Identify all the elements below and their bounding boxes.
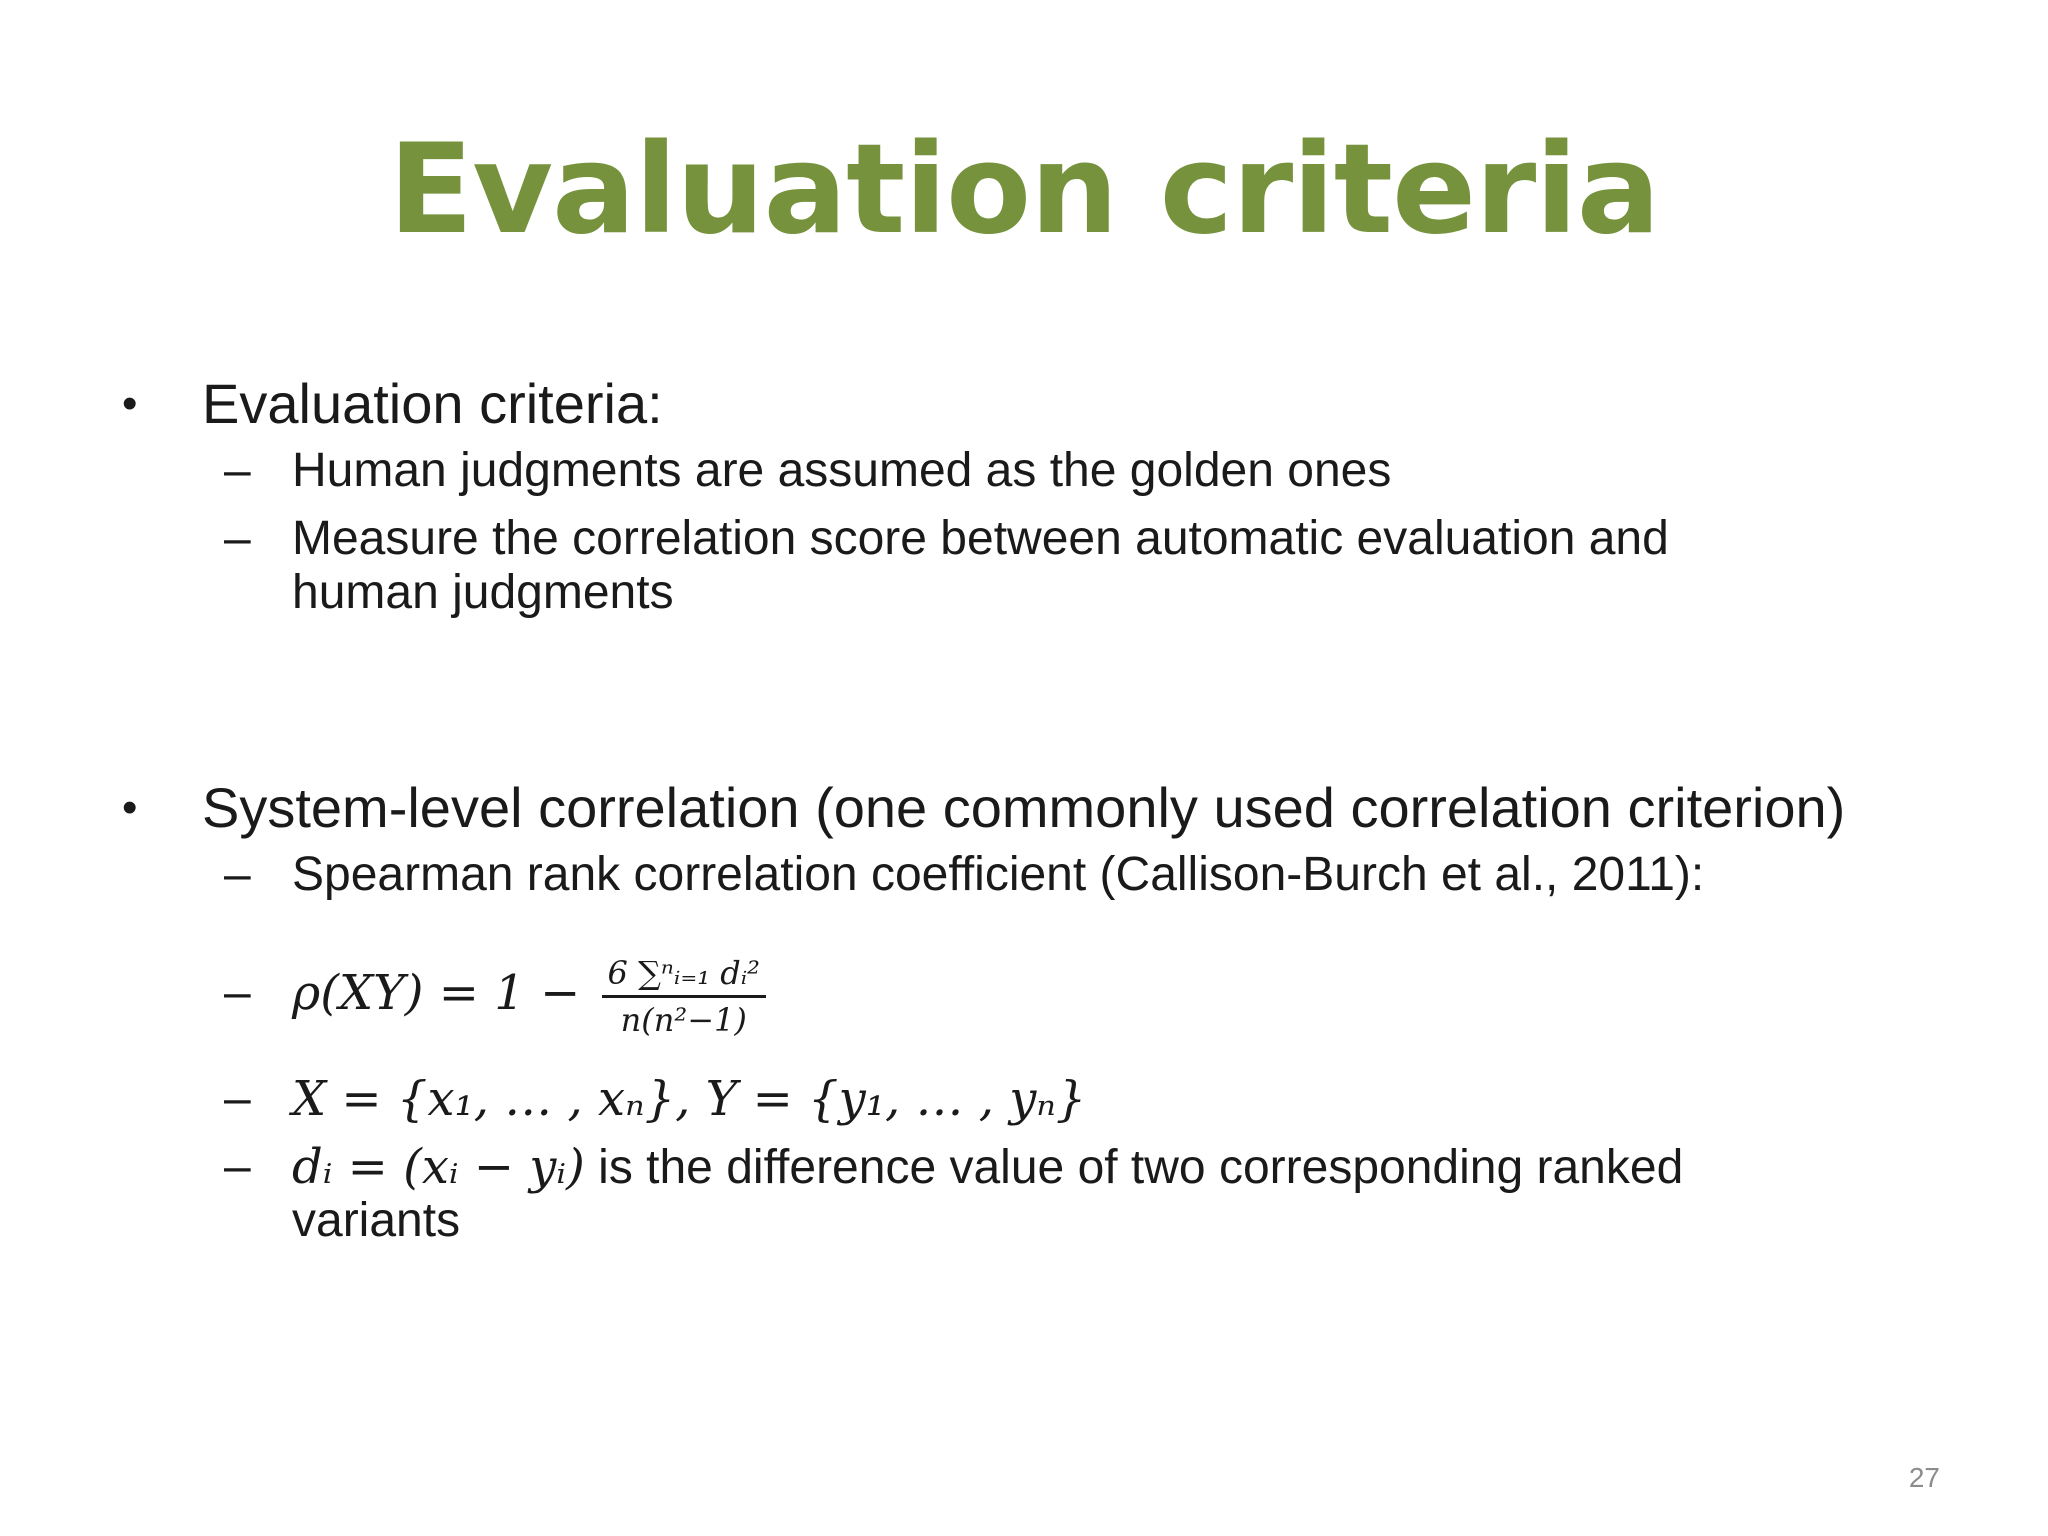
sub-dash: –: [224, 966, 251, 1019]
sub-dash: –: [224, 444, 251, 497]
rho-numerator: 6 ∑ⁿᵢ₌₁ dᵢ²: [602, 953, 766, 998]
sub-text: Human judgments are assumed as the golden ones: [292, 444, 1392, 497]
difference-line: [292, 1140, 1683, 1195]
sub-text: Spearman rank correlation coefficient (Callison-Burch et al., 2011):: [292, 848, 1705, 901]
page-number: 27: [1908, 1462, 1940, 1493]
bullet-dot: •: [122, 379, 138, 428]
bullet-text: System-level correlation (one commonly used correlation criterion): [202, 776, 1846, 839]
sub-text: human judgments: [292, 566, 674, 619]
d-formula: dᵢ = (xᵢ − yᵢ): [292, 1139, 585, 1195]
sub-text: variants: [292, 1194, 461, 1247]
slide-title: Evaluation criteria: [388, 118, 1660, 262]
sub-dash: –: [224, 848, 251, 901]
bullet-dot: •: [122, 783, 138, 832]
sub-dash: –: [224, 1140, 251, 1193]
rho-formula-left: ρ(XY) = 1 −: [292, 965, 581, 1021]
sub-dash: –: [224, 512, 251, 565]
rho-denominator: n(n²−1): [620, 1001, 747, 1039]
rho-fraction: [602, 953, 766, 1040]
sets-formula: X = {x₁, … , xₙ}, Y = {y₁, … , yₙ}: [292, 1071, 1087, 1127]
sub-dash: –: [224, 1072, 251, 1125]
bullet-text: Evaluation criteria:: [202, 372, 663, 435]
sub-text: Measure the correlation score between automatic evaluation and: [292, 512, 1669, 565]
difference-desc: is the difference value of two corresponding ranked: [584, 1141, 1684, 1194]
rho-formula: [292, 938, 766, 1048]
